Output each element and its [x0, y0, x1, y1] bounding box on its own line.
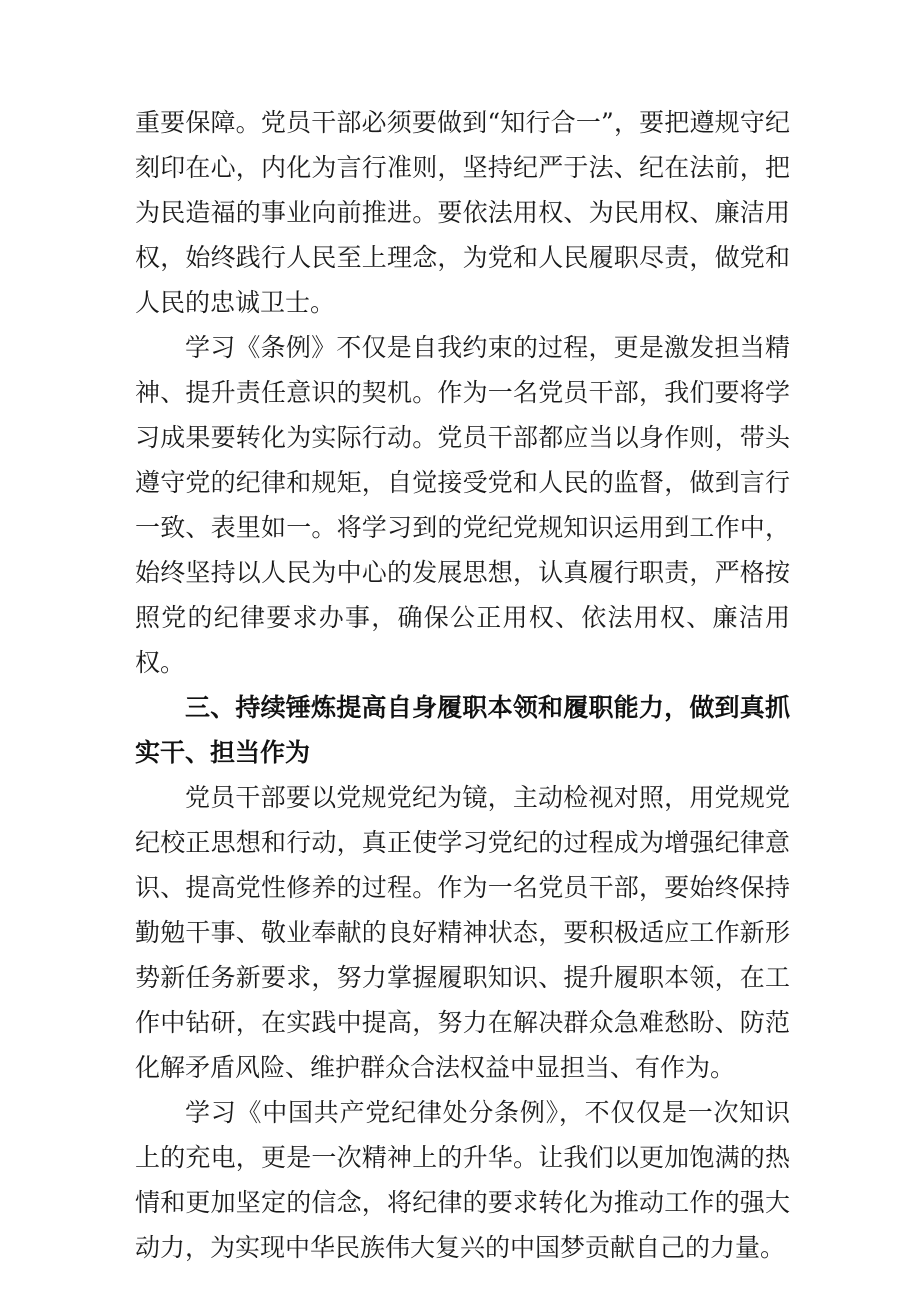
document-body: [135, 100, 790, 1270]
body-paragraph-4: 学习《中国共产党纪律处分条例》，不仅仅是一次知识上的充电，更是一次精神上的升华。让我们以更加饱满的热情和更加坚定的信念，将纪律的要求转化为推动工作的强大动力，为实现中华民族伟大复兴的中国梦贡献自己的力量。: [135, 1098, 790, 1262]
body-paragraph-2: 学习《条例》不仅是自我约束的过程，更是激发担当精神、提升责任意识的契机。作为一名党员干部，我们要将学习成果要转化为实际行动。党员干部都应当以身作则，带头遵守党的纪律和规矩，自觉接受党和人民的监督，做到言行一致、表里如一。将学习到的党纪党规知识运用到工作中，始终坚持以人民为中心的发展思想，认真履行职责，严格按照党的纪律要求办事，确保公正用权、依法用权、廉洁用权。: [135, 333, 790, 677]
section-heading-3: 三、持续锤炼提高自身履职本领和履职能力，做到真抓实干、担当作为: [135, 693, 790, 767]
body-paragraph-1: 重要保障。党员干部必须要做到“知行合一”，要把遵规守纪刻印在心，内化为言行准则，坚持纪严于法、纪在法前，把为民造福的事业向前推进。要依法用权、为民用权、廉洁用权，始终践行人民至上理念，为党和人民履职尽责，做党和人民的忠诚卫士。: [135, 108, 790, 317]
body-paragraph-3: 党员干部要以党规党纪为镜，主动检视对照，用党规党纪校正思想和行动，真正使学习党纪的过程成为增强纪律意识、提高党性修养的过程。作为一名党员干部，要始终保持勤勉干事、敬业奉献的良好精神状态，要积极适应工作新形势新任务新要求，努力掌握履职知识、提升履职本领，在工作中钻研，在实践中提高，努力在解决群众急难愁盼、防范化解矛盾风险、维护群众合法权益中显担当、有作为。: [135, 783, 790, 1082]
